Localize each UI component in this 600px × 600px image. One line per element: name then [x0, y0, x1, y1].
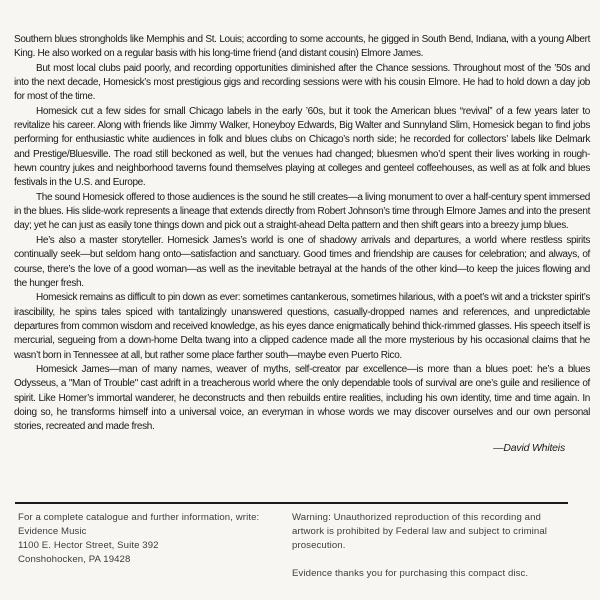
- thanks-note: Evidence thanks you for purchasing this compact disc.: [292, 568, 529, 579]
- footer-contact-block: [18, 511, 268, 581]
- paragraph: Homesick cut a few sides for small Chicago labels in the early ’60s, but it took the American blues “revival” of a few years later to revitalize his career. Along with friends like Jimmy Walker, Honeyboy Edwards, Big Walter and Sunnyland Slim, Homesick began to find jobs performing for enthusiastic white audiences in folk and blues clubs on Chicago’s north side; he recorded for collectors’ labels like Delmark and Prestige/Bluesville. The road still beckoned as well, but the venues had changed; bluesmen who’d spent their lives working in rough-hewn country jukes and neighborhood taverns found themselves playing at colleges and genteel coffeehouses, as well as at folk and blues festivals in the U.S. and Europe.: [14, 105, 590, 189]
- footer-divider-rule: [15, 502, 568, 504]
- footer: [18, 511, 564, 581]
- paragraph: Homesick remains as difficult to pin down as ever: sometimes cantankerous, sometimes hilarious, with a poet’s wit and a trickster spirit’s irascibility, he spins tales spiced with tantalizingly unanswered questions, casually-dropped names and references, and unpredictable departures from common wisdom and received knowledge, as his eyes dance enigmatically behind thick-rimmed glasses. His speech itself is mercurial, segueing from a down-home Delta twang into a clipped cadence made all the more mysterious by his occasional claims that he wasn’t born in Tennessee at all, but rather some place farther south—maybe even Puerto Rico.: [14, 292, 590, 361]
- author-credit: —David Whiteis: [493, 441, 565, 454]
- contact-intro: For a complete catalogue and further information, write:: [18, 512, 260, 523]
- footer-legal-block: [292, 511, 564, 581]
- liner-notes-body: [14, 33, 590, 455]
- contact-street: 1100 E. Hector Street, Suite 392: [18, 540, 159, 551]
- contact-city: Conshohocken, PA 19428: [18, 554, 131, 565]
- contact-name: Evidence Music: [18, 526, 87, 537]
- paragraph: The sound Homesick offered to those audiences is the sound he still creates—a living monument to over a half-century spent immersed in the blues. His slide-work represents a lineage that extends directly from Robert Johnson’s time through Elmore James and into the present day; yet he can just as easily tone things down and pick out a straight-ahead Delta pattern and then shift gears into a breezy jump blues.: [14, 191, 590, 232]
- paragraph: But most local clubs paid poorly, and recording opportunities diminished after the Chance sessions. Throughout most of the ’50s and into the next decade, Homesick’s most prestigious gigs and recording sessions were with his cousin Elmore. He had to hold down a day job for most of the time.: [14, 62, 590, 103]
- warning-notice: Warning: Unauthorized reproduction of this recording and artwork is prohibited by Federal law and subject to criminal prosecution.: [292, 512, 548, 551]
- paragraph: Southern blues strongholds like Memphis and St. Louis; according to some accounts, he gigged in South Bend, Indiana, with a young Albert King. He also worked on a regular basis with his long-time friend (and distant cousin) Elmore James.: [14, 34, 590, 60]
- paragraph: Homesick James—man of many names, weaver of myths, self-creator par excellence—is more than a blues poet: he’s a blues Odysseus, a "Man of Trouble" cast adrift in a treacherous world where the only dependable tools of survival are one’s guile and resilience of spirit. Like Homer’s immortal wanderer, he deconstructs and then rebuilds entire realities, including his own identity, time and time again. In doing so, he transforms himself into a universal voice, an everyman in whose words we may discover ourselves and our own personal stories, recreated and made fresh.: [14, 363, 590, 433]
- paragraph: He’s also a master storyteller. Homesick James’s world is one of shadowy arrivals and departures, a world where restless spirits continually seek—but seldom hang onto—satisfaction and sanctuary. Good times and friendship are causes for celebration; and always, of course, there’s the love of a good woman—as well as the inevitable betrayal at the hands of the other kind—to keep the juices flowing and the hunger fresh.: [14, 234, 590, 289]
